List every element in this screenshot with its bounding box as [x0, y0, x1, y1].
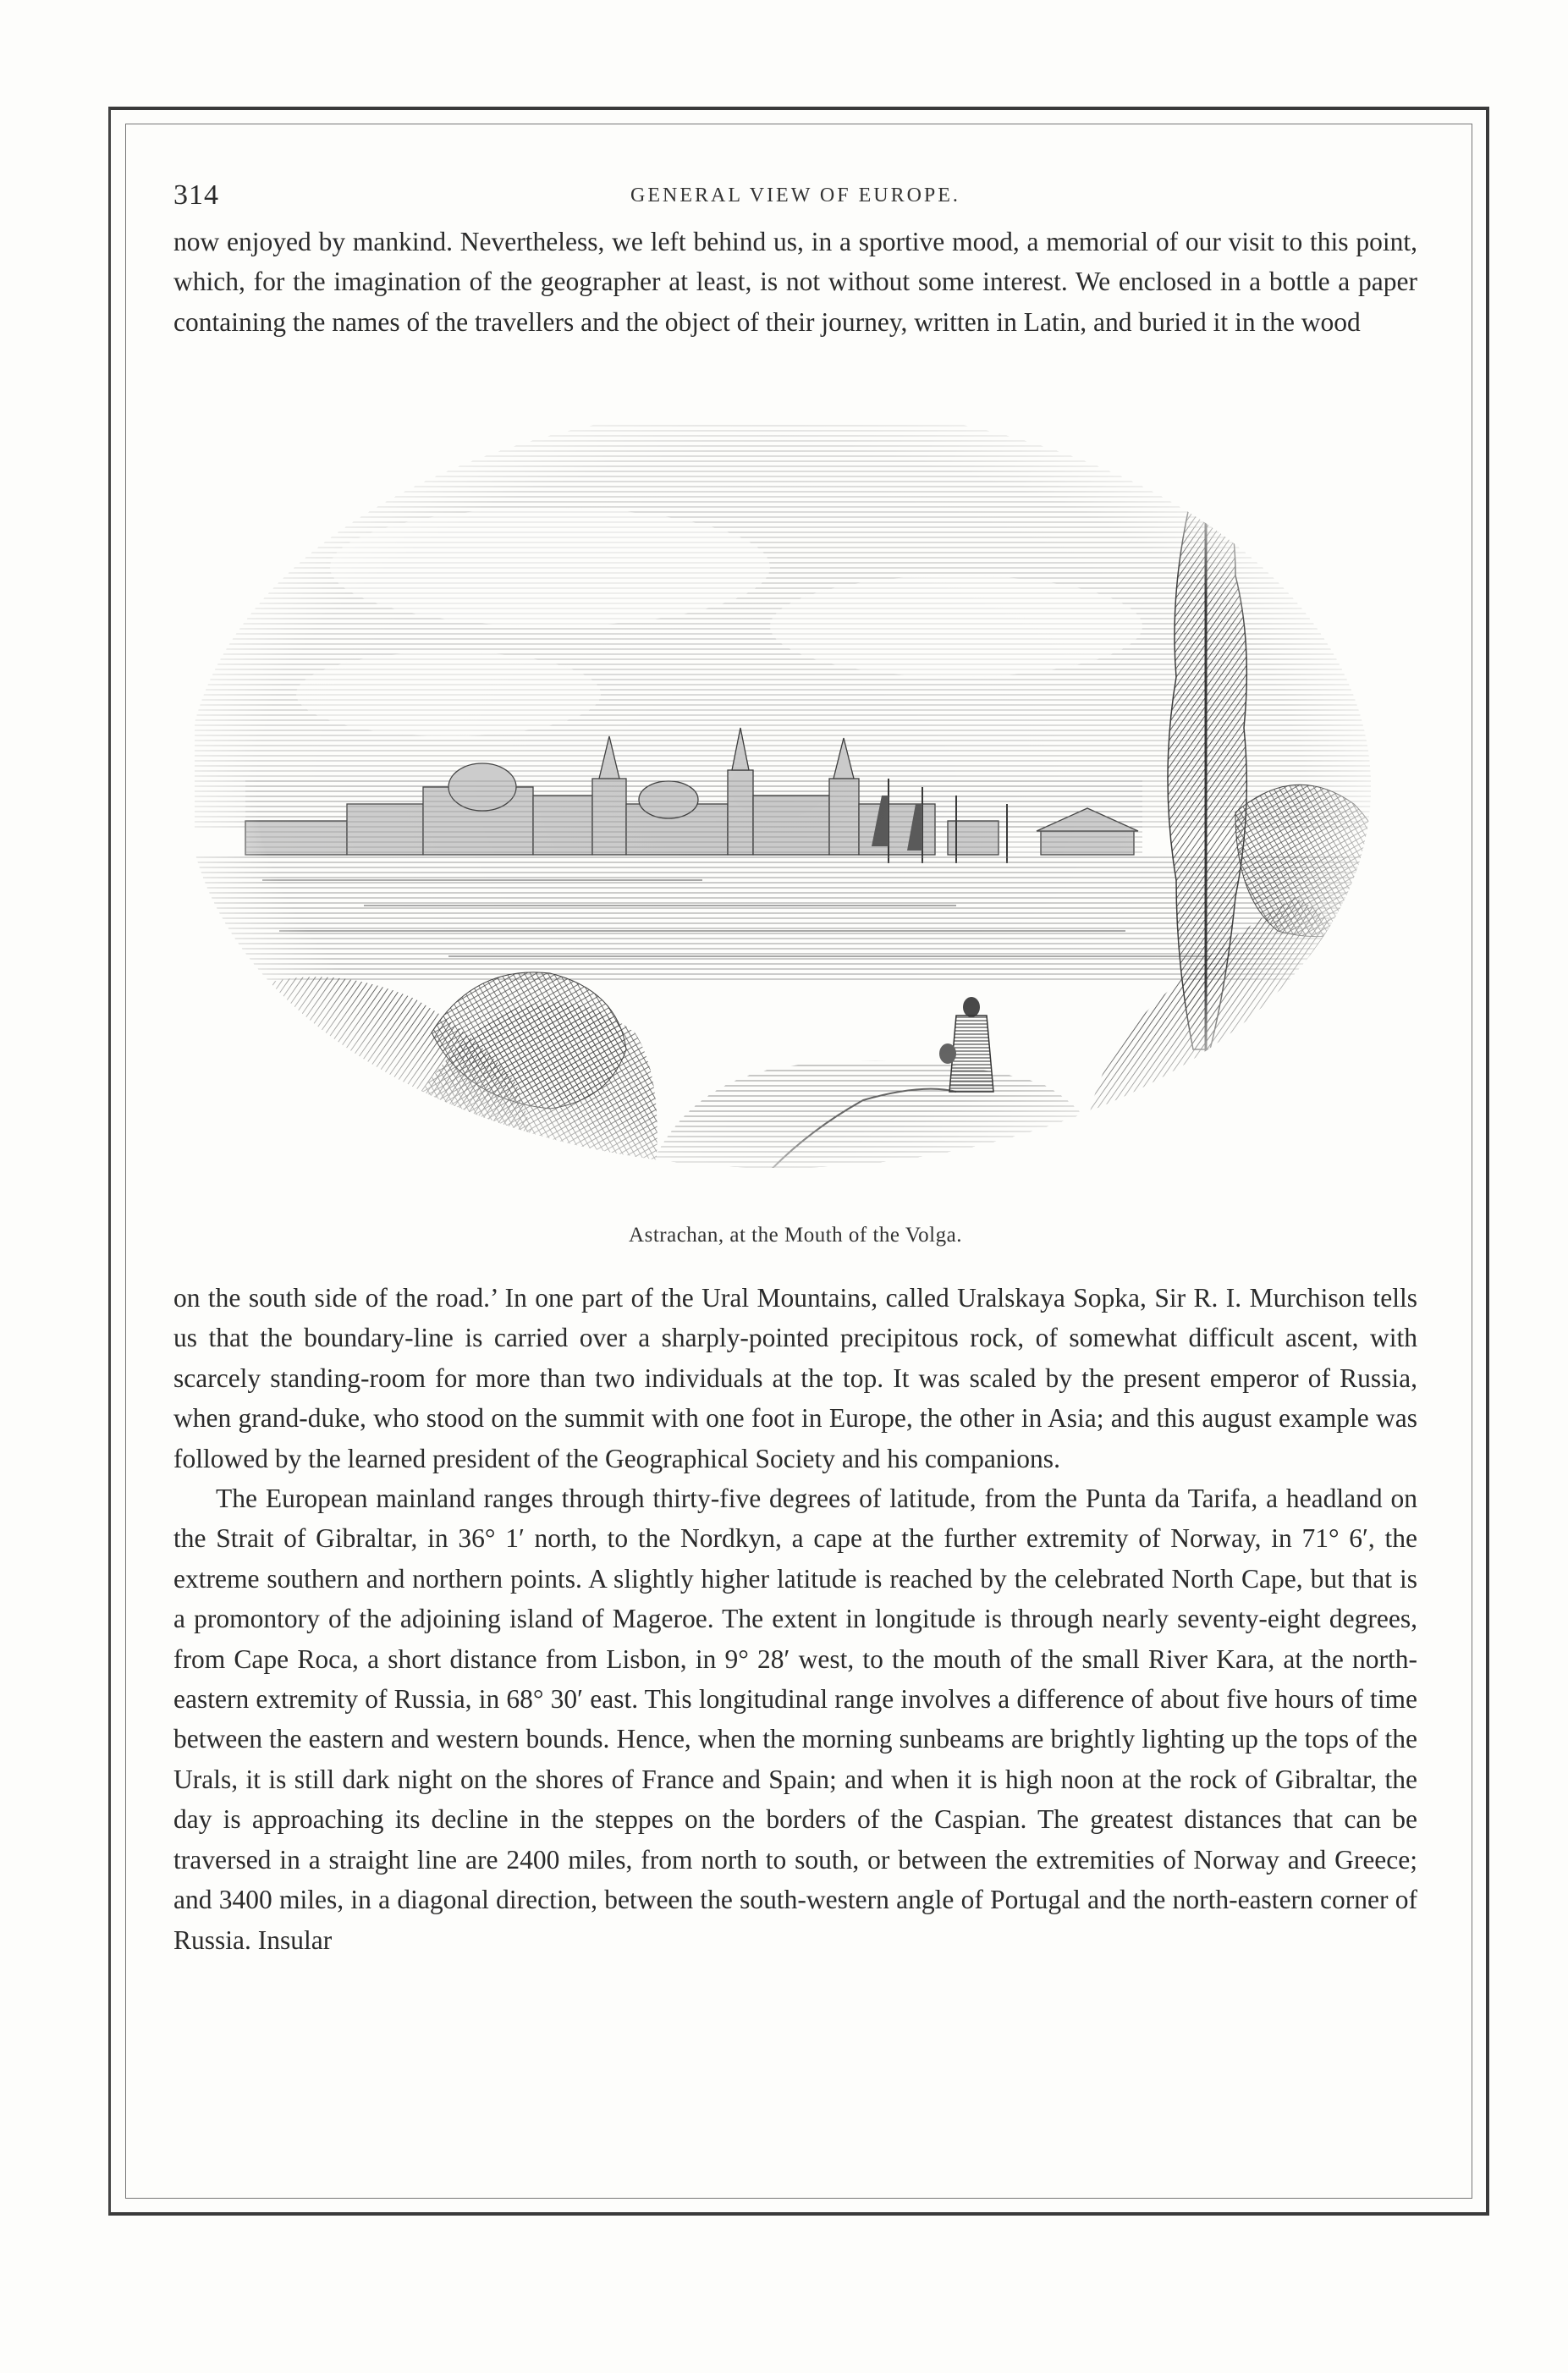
- illustration-caption: Astrachan, at the Mouth of the Volga.: [629, 1224, 962, 1247]
- paragraph-european-mainland: The European mainland ranges through thirty-five degrees of latitude, from the Punta da Tarifa, a headland on the Strait of Gibraltar, in 36° 1′ north, to the Nordkyn, a cape at the further extremity of Norway, in 71° 6′, the extreme southern and northern points. A slightly higher latitude is reached by the celebrated North Cape, but that is a promontory of the adjoining island of Mageroe. The extent in longitude is through nearly seventy-eight degrees, from Cape Roca, a short distance from Lisbon, in 9° 28′ west, to the mouth of the small River Kara, at the north-eastern extremity of Russia, in 68° 30′ east. This longitudinal range involves a difference of about five hours of time between the eastern and western bounds. Hence, when the morning sunbeams are brightly lighting up the tops of the Urals, it is still dark night on the shores of France and Spain; and when it is high noon at the rock of Gibraltar, the day is approaching its decline in the steppes on the borders of the Caspian. The greatest distances that can be traversed in a straight line are 2400 miles, from north to south, or between the extremities of Norway and Greece; and 3400 miles, in a diagonal direction, between the south-western angle of Portugal and the north-eastern corner of Russia. Insular: [173, 1484, 1417, 1955]
- page-header: [173, 179, 1417, 213]
- running-head: GENERAL VIEW OF EUROPE.: [630, 184, 960, 206]
- engraving-astrachan-illustration: [195, 423, 1396, 1210]
- page-number: 314: [173, 179, 219, 211]
- paragraph-continuation: on the south side of the road.’ In one part of the Ural Mountains, called Uralskaya Sopka, Sir R. I. Murchison tells us that the boundary-line is carried over a sharply-pointed precipitous rock, of somewhat difficult ascent, with scarcely standing-room for more than two individuals at the top. It was scaled by the present emperor of Russia, when grand-duke, who stood on the summit with one foot in Europe, the other in Asia; and this august example was followed by the learned president of the Geographical Society and his companions.: [173, 1283, 1417, 1473]
- paragraph-top: now enjoyed by mankind. Nevertheless, we left behind us, in a sportive mood, a memorial of our visit to this point, which, for the imagination of the geographer at least, is not without some interest. We enclosed in a bottle a paper containing the names of the travellers and the object of their journey, written in Latin, and buried it in the wood: [173, 227, 1417, 337]
- body-text: [173, 1278, 1417, 1960]
